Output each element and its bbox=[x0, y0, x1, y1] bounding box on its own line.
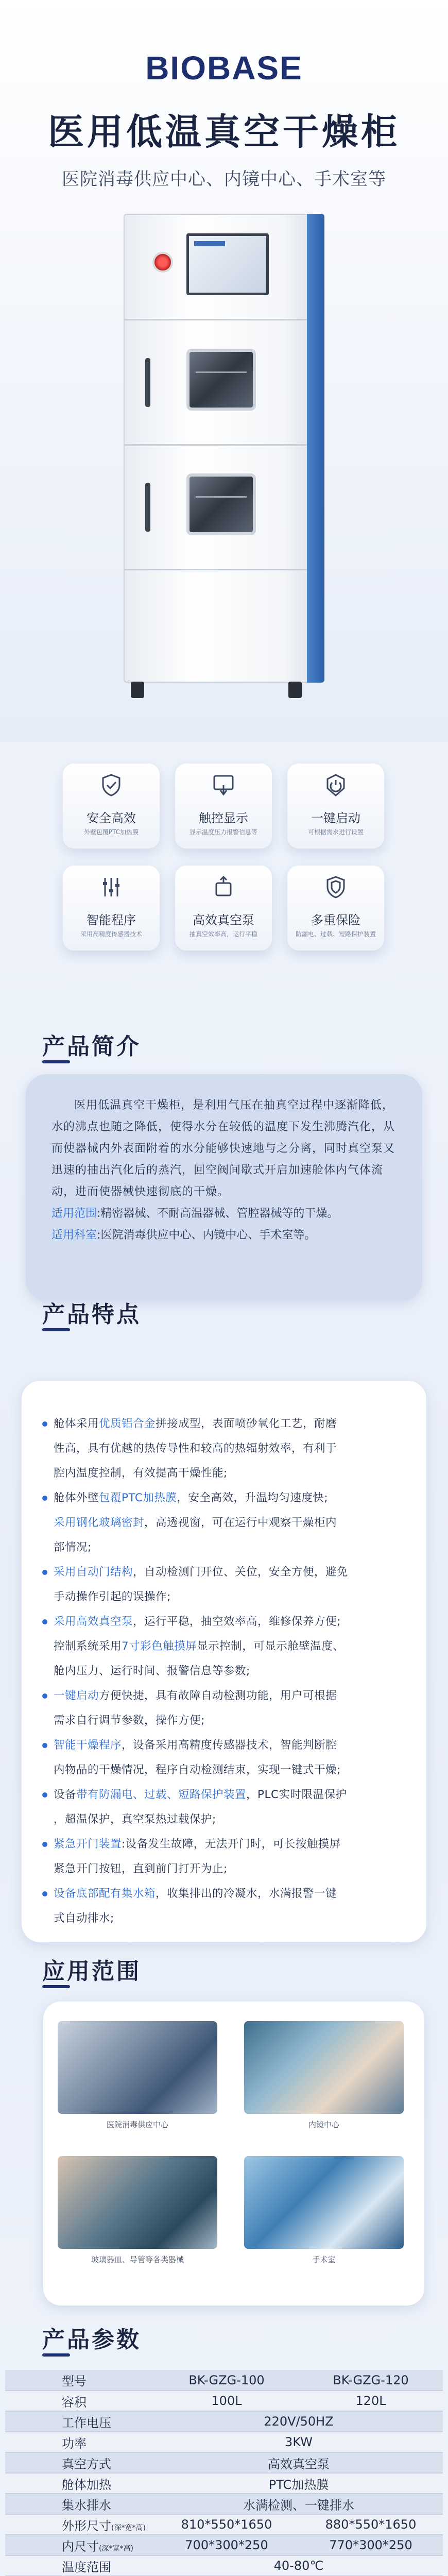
feature-text: 控制系统采用 bbox=[54, 1640, 122, 1653]
feature-text: :设备发生故障，无法开门时，可长按触摸屏 bbox=[122, 1838, 341, 1851]
application-caption: 内镜中心 bbox=[308, 2120, 339, 2129]
section-title-applications: 应用范围 bbox=[42, 1958, 141, 1985]
application-image-instruments bbox=[58, 2156, 217, 2249]
feature-line bbox=[42, 1758, 406, 1783]
page-subtitle: 医院消毒供应中心、内镜中心、手术室等 bbox=[62, 169, 386, 190]
accent-stripe bbox=[307, 214, 324, 683]
feature-desc: 采用高精度传感器技术 bbox=[80, 930, 142, 938]
param-name bbox=[5, 2432, 154, 2452]
section-title-features: 产品特点 bbox=[42, 1301, 141, 1328]
params-row bbox=[5, 2391, 443, 2411]
feature-title: 多重保险 bbox=[311, 913, 360, 927]
param-value: 880*550*1650 bbox=[299, 2514, 443, 2535]
multi-shield-icon bbox=[323, 875, 348, 900]
feature-text: 内物品的干燥情况，程序自动检测结束，实现一键式干燥; bbox=[54, 1764, 341, 1776]
feature-text: 显示控制，可显示舱壁温度、 bbox=[197, 1640, 344, 1653]
feature-line bbox=[42, 1535, 406, 1560]
touch-screen bbox=[186, 233, 269, 295]
feature-text: 部情况; bbox=[54, 1541, 92, 1554]
feature-highlight: 7寸彩色触摸屏 bbox=[122, 1640, 197, 1653]
param-value: BK-GZG-120 bbox=[299, 2370, 443, 2391]
feature-card-program bbox=[63, 866, 160, 951]
brand-logo: BIOBASE bbox=[145, 49, 303, 87]
scope-label: 适用范围 bbox=[51, 1207, 97, 1220]
feature-line bbox=[42, 1486, 406, 1511]
section-underline bbox=[42, 2353, 70, 2357]
feature-highlight: 优质铝合金 bbox=[99, 1417, 156, 1430]
param-unit-note: (深*宽*高) bbox=[99, 2544, 133, 2553]
features-card bbox=[22, 1381, 426, 1942]
param-value: 100L bbox=[154, 2391, 299, 2411]
feature-highlight: 采用自动门结构 bbox=[54, 1566, 133, 1579]
hero-section bbox=[0, 0, 448, 742]
feature-line bbox=[42, 1609, 406, 1634]
param-label: 型号 bbox=[62, 2374, 87, 2388]
door-handle bbox=[145, 483, 150, 532]
viewing-window bbox=[186, 349, 256, 411]
intro-scope bbox=[51, 1203, 397, 1225]
feature-list bbox=[42, 1412, 406, 1931]
param-name bbox=[5, 2555, 154, 2576]
params-row bbox=[5, 2432, 443, 2452]
pump-icon bbox=[211, 875, 236, 900]
cabinet-base bbox=[125, 571, 308, 684]
feature-line bbox=[42, 1807, 406, 1832]
param-value: 810*550*1650 bbox=[154, 2514, 299, 2535]
feature-title: 安全高效 bbox=[87, 811, 136, 825]
feature-title: 一键启动 bbox=[311, 811, 360, 825]
param-label: 工作电压 bbox=[62, 2415, 111, 2430]
product-image bbox=[124, 214, 324, 698]
param-name bbox=[5, 2391, 154, 2411]
feature-highlight: 设备底部配有集水箱 bbox=[54, 1887, 156, 1900]
dept-label: 适用科室 bbox=[51, 1229, 97, 1242]
feature-highlight: 智能干燥程序 bbox=[54, 1739, 122, 1752]
params-row bbox=[5, 2411, 443, 2432]
sliders-icon bbox=[99, 875, 124, 900]
feature-card-safe bbox=[63, 764, 160, 849]
scope-text: :精密器械、不耐高温器械、管腔器械等的干燥。 bbox=[97, 1207, 339, 1220]
intro-card bbox=[26, 1074, 422, 1301]
param-value: 40-80℃ bbox=[154, 2555, 443, 2576]
feature-card-touch bbox=[175, 764, 272, 849]
feature-text: ，安全高效，升温均匀速度快; bbox=[177, 1492, 329, 1504]
feature-desc: 显示温度压力报警信息等 bbox=[189, 828, 257, 836]
feature-line bbox=[42, 1436, 406, 1461]
feature-card-pump bbox=[175, 866, 272, 951]
param-label: 温度范围 bbox=[62, 2560, 111, 2574]
param-name bbox=[5, 2514, 154, 2535]
section-underline bbox=[42, 1328, 70, 1331]
param-name bbox=[5, 2494, 154, 2514]
section-underline bbox=[42, 1985, 70, 1988]
feature-text: ，高透视窗，可在运行中观察干燥柜内 bbox=[144, 1516, 337, 1529]
viewing-window bbox=[186, 473, 256, 535]
param-name bbox=[5, 2535, 154, 2555]
feature-text: 式自动排水; bbox=[54, 1912, 114, 1925]
param-label: 集水排水 bbox=[62, 2498, 111, 2513]
upper-chamber-door bbox=[125, 322, 308, 446]
section-title-params: 产品参数 bbox=[42, 2327, 141, 2353]
params-row bbox=[5, 2535, 443, 2555]
params-row bbox=[5, 2494, 443, 2514]
param-value: BK-GZG-100 bbox=[154, 2370, 299, 2391]
feature-line bbox=[42, 1684, 406, 1708]
feature-highlight: 紧急开门装置 bbox=[54, 1838, 122, 1851]
shield-check-icon bbox=[99, 773, 124, 798]
feature-text: 需求自行调节参数，操作方便; bbox=[54, 1714, 205, 1727]
param-label: 功率 bbox=[62, 2436, 87, 2451]
feature-card-start bbox=[287, 764, 384, 849]
feature-highlight: 采用钢化玻璃密封 bbox=[54, 1516, 145, 1529]
feature-highlight: 带有防漏电、过载、短路保护装置 bbox=[76, 1788, 247, 1801]
feature-line bbox=[42, 1585, 406, 1609]
feature-text: ，收集排出的冷凝水，水满报警一键 bbox=[156, 1887, 337, 1900]
feature-line bbox=[42, 1412, 406, 1436]
param-name bbox=[5, 2411, 154, 2432]
section-title-intro: 产品简介 bbox=[42, 1033, 141, 1060]
power-icon bbox=[323, 773, 348, 798]
feature-highlight: 包覆PTC加热膜 bbox=[99, 1492, 177, 1504]
param-value: 120L bbox=[299, 2391, 443, 2411]
application-caption: 玻璃器皿、导管等各类器械 bbox=[91, 2255, 184, 2264]
feature-desc: 外壁包覆PTC加热膜 bbox=[83, 828, 139, 836]
param-name bbox=[5, 2370, 154, 2391]
intro-paragraph: 医用低温真空干燥柜，是利用气压在抽真空过程中逐渐降低，水的沸点也随之降低，使得水分在较低的温度下发生沸腾汽化，从而使器械内外表面附着的水分能够快速地与之分离，同时真空泵又迅速的抽出汽化后的蒸汽，回空阀间歇式开启加速舱体内气体流动，进而使器械快速彻底的干燥。 bbox=[51, 1099, 395, 1198]
feature-title: 高效真空泵 bbox=[193, 913, 254, 927]
feature-text: ，自动检测门开位、关位，安全方便，避免 bbox=[133, 1566, 349, 1579]
params-row bbox=[5, 2452, 443, 2473]
emergency-stop-button bbox=[152, 252, 173, 273]
feature-line bbox=[42, 1461, 406, 1486]
feature-text: 性高，具有优越的热传导性和较高的热辐射效率，有利于 bbox=[54, 1442, 337, 1455]
feature-text: 拼接成型，表面喷砂氧化工艺，耐磨 bbox=[156, 1417, 337, 1430]
param-label: 真空方式 bbox=[62, 2456, 111, 2471]
application-caption: 手术室 bbox=[312, 2255, 336, 2264]
param-value: 220V/50HZ bbox=[154, 2411, 443, 2432]
param-label: 容积 bbox=[62, 2395, 87, 2410]
feature-text: 紧急开门按钮，直到前门打开为止; bbox=[54, 1862, 228, 1875]
feature-title: 触控显示 bbox=[199, 811, 248, 825]
feature-text: 方便快捷，具有故障自动检测功能，用户可根据 bbox=[99, 1689, 337, 1702]
param-unit-note: (深*宽*高) bbox=[111, 2523, 146, 2532]
feature-text: ，PLC实时限温保护 bbox=[246, 1788, 347, 1801]
feature-line bbox=[42, 1882, 406, 1906]
feature-line bbox=[42, 1560, 406, 1585]
params-row bbox=[5, 2370, 443, 2391]
feature-text: ，超温保护，真空泵热过载保护; bbox=[54, 1813, 216, 1826]
feature-desc: 防漏电、过载、短路保护装置 bbox=[295, 930, 376, 938]
feature-text: 舱体外壁 bbox=[54, 1492, 99, 1504]
param-value: 水满检测、一键排水 bbox=[154, 2494, 443, 2514]
cabinet-foot bbox=[288, 682, 302, 698]
intro-dept bbox=[51, 1225, 397, 1246]
application-image-cssd bbox=[58, 2021, 217, 2114]
param-value: 770*300*250 bbox=[299, 2535, 443, 2555]
control-panel bbox=[125, 215, 308, 320]
feature-desc: 可根据需求进行设置 bbox=[307, 828, 364, 836]
param-label: 舱体加热 bbox=[62, 2477, 111, 2492]
param-value: 3KW bbox=[154, 2432, 443, 2452]
cabinet-body bbox=[124, 214, 324, 683]
feature-highlight: 一键启动 bbox=[54, 1689, 99, 1702]
params-table bbox=[5, 2370, 443, 2576]
feature-text: ，运行平稳，抽空效率高，维修保养方便; bbox=[133, 1615, 341, 1628]
feature-line bbox=[42, 1783, 406, 1807]
feature-line bbox=[42, 1857, 406, 1882]
feature-line bbox=[42, 1634, 406, 1659]
feature-card-protection bbox=[287, 866, 384, 951]
params-row bbox=[5, 2473, 443, 2494]
touch-screen-icon bbox=[211, 773, 236, 798]
application-caption: 医院消毒供应中心 bbox=[106, 2120, 168, 2129]
feature-line bbox=[42, 1906, 406, 1931]
param-value: 700*300*250 bbox=[154, 2535, 299, 2555]
dept-text: :医院消毒供应中心、内镜中心、手术室等。 bbox=[97, 1229, 316, 1242]
feature-text: 舱内压力、运行时间、报警信息等参数; bbox=[54, 1665, 250, 1677]
cabinet-foot bbox=[131, 682, 144, 698]
feature-text: 手动操作引起的误操作; bbox=[54, 1590, 171, 1603]
application-image-operating-room bbox=[244, 2156, 404, 2249]
section-underline bbox=[42, 1060, 70, 1063]
feature-desc: 抽真空效率高，运行平稳 bbox=[189, 930, 257, 938]
param-name bbox=[5, 2473, 154, 2494]
params-row bbox=[5, 2514, 443, 2535]
page-title: 医用低温真空干燥柜 bbox=[48, 111, 400, 153]
feature-line bbox=[42, 1832, 406, 1857]
feature-text: 腔内温度控制，有效提高干燥性能; bbox=[54, 1467, 228, 1480]
param-name bbox=[5, 2452, 154, 2473]
param-label: 外形尺寸 bbox=[62, 2518, 111, 2533]
params-row bbox=[5, 2555, 443, 2576]
feature-highlight: 采用高效真空泵 bbox=[54, 1615, 133, 1628]
feature-line bbox=[42, 1511, 406, 1535]
feature-text: 舱体采用 bbox=[54, 1417, 99, 1430]
param-value: 高效真空泵 bbox=[154, 2452, 443, 2473]
applications-card bbox=[43, 2002, 424, 2306]
feature-line bbox=[42, 1659, 406, 1684]
feature-line bbox=[42, 1708, 406, 1733]
param-value: PTC加热膜 bbox=[154, 2473, 443, 2494]
feature-text: 设备 bbox=[54, 1788, 77, 1801]
lower-chamber-door bbox=[125, 447, 308, 570]
feature-line bbox=[42, 1733, 406, 1758]
door-handle bbox=[145, 358, 150, 407]
param-label: 内尺寸 bbox=[62, 2539, 99, 2554]
application-image-endoscopy bbox=[244, 2021, 404, 2114]
feature-title: 智能程序 bbox=[87, 913, 136, 927]
feature-text: ，设备采用高精度传感器技术，智能判断腔 bbox=[122, 1739, 337, 1752]
